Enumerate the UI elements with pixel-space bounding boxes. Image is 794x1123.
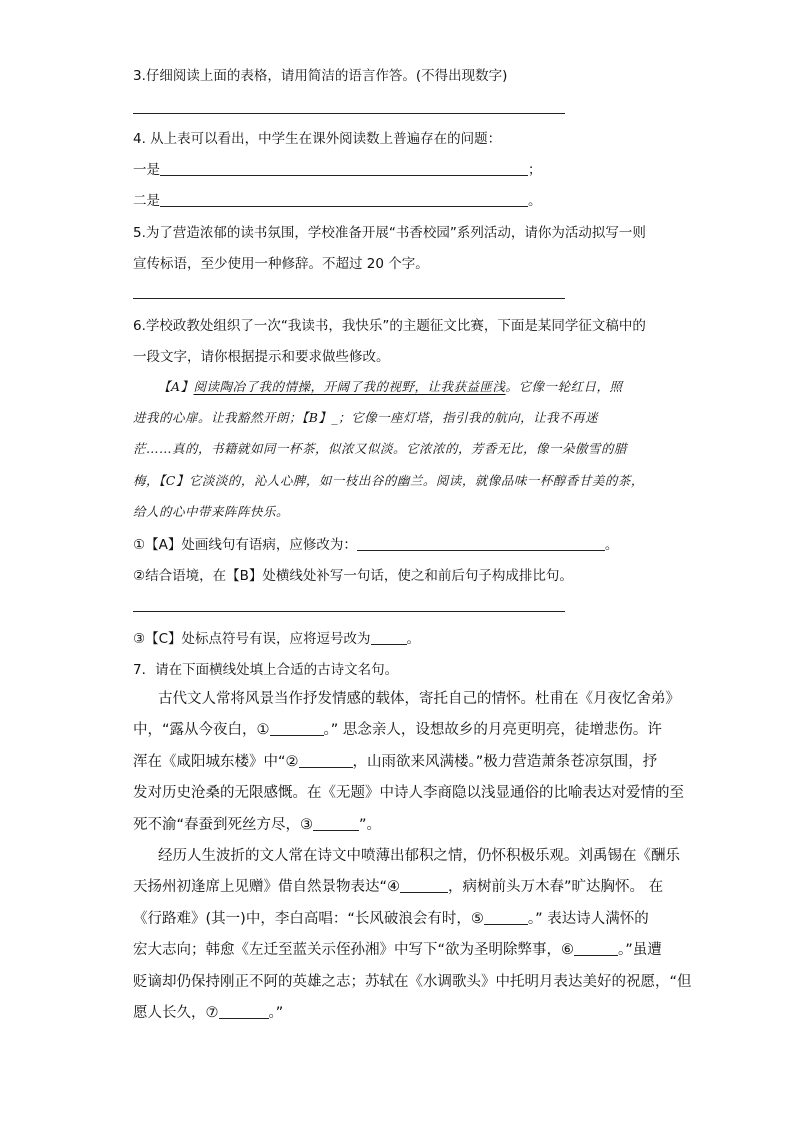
q4-line1-suffix: ； bbox=[528, 162, 542, 178]
q3-answer-line[interactable] bbox=[133, 113, 565, 114]
q7-blank-2[interactable] bbox=[299, 753, 353, 768]
q7-blank-6[interactable] bbox=[574, 941, 618, 956]
q7-p1-l3-text: 浑在《咸阳城东楼》中“ bbox=[133, 754, 286, 770]
q6-sub3-end: 。 bbox=[406, 631, 421, 647]
q7-para1-line3 bbox=[133, 752, 657, 772]
q7-para2-line6 bbox=[133, 1003, 283, 1023]
q5-answer-line[interactable] bbox=[133, 298, 565, 299]
q7-blank-4[interactable] bbox=[400, 878, 448, 893]
q7-p2-l4-text: 宏大志向；韩愈《左迁至蓝关示侄孙湘》中写下“欲为圣明除弊事， bbox=[133, 942, 562, 958]
q7-para2-line5: 贬谪却仍保持刚正不阿的英雄之志；苏轼在《水调歌头》中托明月表达美好的祝愿，“但 bbox=[133, 974, 692, 990]
q4-blank-2[interactable] bbox=[160, 192, 528, 207]
q7-blank-5[interactable] bbox=[484, 910, 528, 925]
q7-p2-l6-rest: 。” bbox=[268, 1005, 284, 1021]
q7-p1-l2-rest: 。” 思念亲人，设想故乡的月亮更明亮，徒增悲伤。许 bbox=[323, 722, 662, 738]
q7-p1-l5-rest: ”。 bbox=[359, 817, 382, 833]
q7-blank-3[interactable] bbox=[313, 816, 359, 831]
q3-prompt: 3.仔细阅读上面的表格，请用简洁的语言作答。(不得出现数字) bbox=[133, 68, 508, 84]
q6-sub3-text: ③【C】处标点符号有误，应将逗号改为 bbox=[133, 631, 371, 647]
q6-passage-line1 bbox=[158, 377, 623, 397]
q6-underlined-sentence: 阅读陶冶了我的情操，开阔了我的视野，让我获益匪浅 bbox=[193, 379, 506, 394]
q7-blank-marker-1: ① bbox=[256, 722, 270, 738]
q7-blank-marker-6: ⑥ bbox=[561, 942, 575, 958]
q7-para2-line3 bbox=[133, 909, 649, 929]
q6-passage-line1-rest: 。它像一轮红日，照 bbox=[505, 379, 623, 394]
q7-para1-line4: 发对历史沧桑的无限感慨。在《无题》中诗人李商隐以浅显通俗的比喻表达对爱情的至 bbox=[133, 785, 684, 801]
q6-sub1-end: 。 bbox=[604, 537, 619, 553]
q7-para2-line1: 经历人生波折的文人常在诗文中喷薄出郁积之情，仍怀积极乐观。刘禹锡在《酬乐 bbox=[158, 848, 680, 864]
q6-passage-line5: 给人的心中带来阵阵快乐。 bbox=[133, 504, 290, 519]
q7-blank-marker-2: ② bbox=[285, 754, 299, 770]
q7-blank-marker-7: ⑦ bbox=[205, 1005, 219, 1021]
q4-line2-prefix: 二是 bbox=[133, 193, 160, 209]
q7-p2-l2-rest: ，病树前头万木春”旷达胸怀。 在 bbox=[448, 879, 664, 895]
q7-para1-line5 bbox=[133, 815, 381, 835]
q7-blank-marker-5: ⑤ bbox=[470, 911, 484, 927]
q5-prompt-line2: 宣传标语，至少使用一种修辞。不超过 20 个字。 bbox=[133, 256, 429, 272]
q6-sub1-text: ①【A】处画线句有语病，应修改为： bbox=[133, 537, 357, 553]
q6-sub1-blank[interactable] bbox=[357, 536, 605, 551]
q7-p1-l5-text: 死不渝“春蚕到死丝方尽， bbox=[133, 817, 301, 833]
q7-p2-l6-text: 愿人长久， bbox=[133, 1005, 206, 1021]
q7-para2-line2 bbox=[133, 877, 663, 897]
q6-passage-line3: 茫……真的，书籍就如同一杯茶，似浓又似淡。它浓浓的，芳香无比，像一朵傲雪的腊 bbox=[133, 441, 628, 456]
q7-para2-line4 bbox=[133, 940, 662, 960]
q6-sub1 bbox=[133, 535, 618, 555]
q7-blank-1[interactable] bbox=[270, 721, 324, 736]
q7-p2-l2-text: 天扬州初逢席上见赠》借自然景物表达“ bbox=[133, 879, 388, 895]
q4-line1-prefix: 一是 bbox=[133, 162, 160, 178]
q6-sub3-blank[interactable] bbox=[371, 630, 407, 645]
q6-passage-line2: 进我的心扉。让我豁然开朗；【B】_；它像一座灯塔，指引我的航向，让我不再迷 bbox=[133, 410, 599, 425]
q7-blank-7[interactable] bbox=[219, 1004, 269, 1019]
q6-sub2: ②结合语境，在【B】处横线处补写一句话，使之和前后句子构成排比句。 bbox=[133, 568, 573, 584]
q6-passage-line4: 梅，【C】它淡淡的，沁人心脾，如一枝出谷的幽兰。阅读，就像品味一杯醇香甘美的茶， bbox=[133, 473, 644, 488]
q7-p2-l4-rest: 。”虽遭 bbox=[618, 942, 662, 958]
q7-p2-l3-rest: 。” 表达诗人满怀的 bbox=[527, 911, 649, 927]
q7-p1-l3-rest: ，山雨欲来风满楼。”极力营造萧条苍凉氛围，抒 bbox=[352, 754, 658, 770]
q7-title: 7．请在下面横线处填上合适的古诗文名句。 bbox=[133, 662, 399, 678]
q7-blank-marker-3: ③ bbox=[300, 817, 314, 833]
q6-sub2-answer-line[interactable] bbox=[133, 611, 565, 612]
q4-line2-suffix: 。 bbox=[528, 193, 542, 209]
q7-blank-marker-4: ④ bbox=[387, 879, 401, 895]
q7-p1-l2-text: 中，“露从今夜白， bbox=[133, 722, 257, 738]
q7-para1-line2 bbox=[133, 720, 662, 740]
q4-answer-1 bbox=[133, 160, 542, 180]
q7-p2-l3-text: 《行路难》(其一)中，李白高唱：“长风破浪会有时， bbox=[133, 911, 471, 927]
q6-prompt-line1: 6.学校政教处组织了一次“我读书，我快乐”的主题征文比赛，下面是某同学征文稿中的 bbox=[133, 318, 646, 334]
q5-prompt-line1: 5.为了营造浓郁的读书氛围，学校准备开展“书香校园”系列活动，请你为活动拟写一则 bbox=[133, 225, 646, 241]
q6-sub3 bbox=[133, 629, 420, 649]
q4-answer-2 bbox=[133, 191, 542, 211]
q6-prompt-line2: 一段文字，请你根据提示和要求做些修改。 bbox=[133, 349, 390, 365]
q4-blank-1[interactable] bbox=[160, 161, 528, 176]
q7-para1-line1: 古代文人常将风景当作抒发情感的载体，寄托自己的情怀。杜甫在《月夜忆舍弟》 bbox=[158, 691, 680, 707]
q4-prompt: 4. 从上表可以看出，中学生在课外阅读数上普遍存在的问题： bbox=[133, 131, 502, 147]
q6-label-a: 【A】 bbox=[158, 379, 194, 394]
